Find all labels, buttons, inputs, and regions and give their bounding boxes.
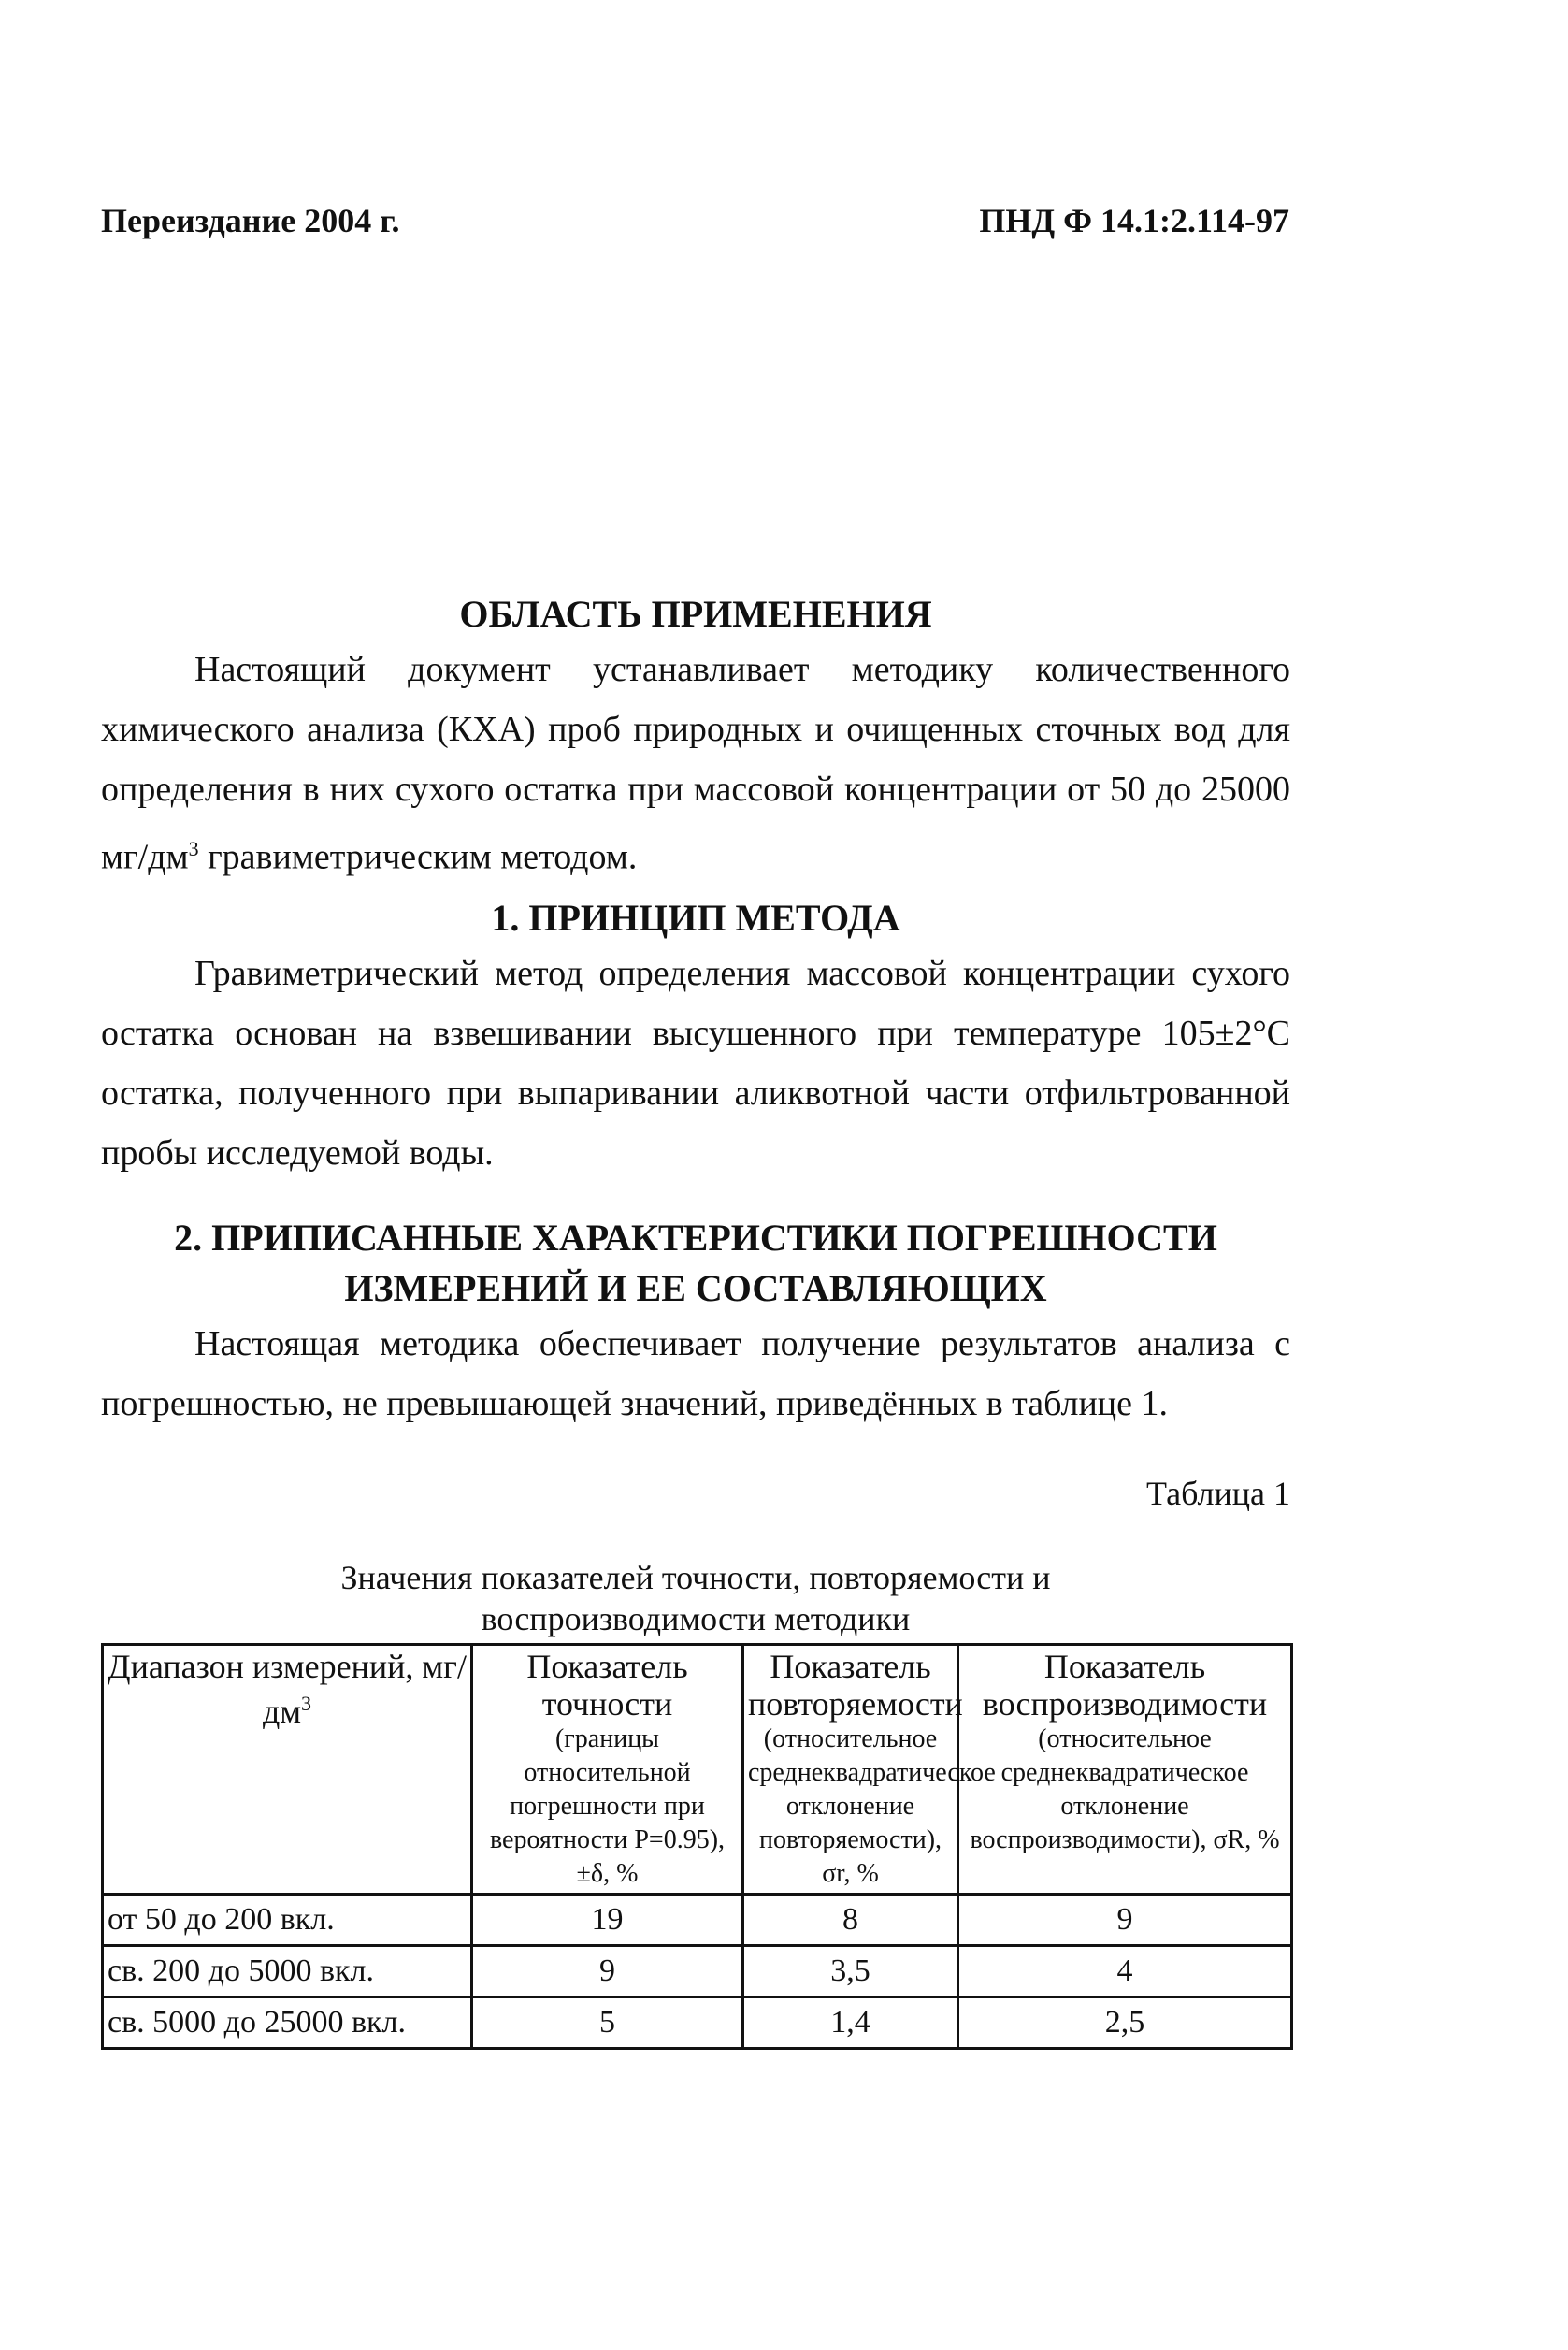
principle-paragraph: Гравиметрический метод определения массовой концентрации сухого остатка основан на взвешивании высушенного при температуре 105±2°С остатка, полученного при выпаривании аликвотной части отфильтрованной пробы исследуемой воды. [101, 953, 1290, 1173]
cell-repeatability: 8 [743, 1894, 958, 1945]
table-label: Таблица 1 [1146, 1474, 1290, 1512]
principle-title: 1. ПРИНЦИП МЕТОДА [491, 896, 900, 939]
table-caption [101, 1557, 1290, 1639]
header-reproducibility [958, 1644, 1292, 1894]
header-repeatability-note: (относительное среднеквадратическое отклонение повторяемости), σr, % [748, 1723, 996, 1888]
document-content [101, 589, 1290, 2050]
table-caption-line1: Значения показателей точности, повторяемости и [340, 1558, 1051, 1596]
header-repeatability-title: Показатель повторяемости [748, 1647, 963, 1723]
cell-range: св. 200 до 5000 вкл. [103, 1945, 472, 1997]
scope-title: ОБЛАСТЬ ПРИМЕНЕНИЯ [459, 593, 932, 635]
reissue-note: Переиздание 2004 г. [101, 202, 400, 239]
cell-reproducibility: 2,5 [958, 1997, 1292, 2048]
scope-text-end: гравиметрическим методом. [198, 837, 638, 877]
cell-range: св. 5000 до 25000 вкл. [103, 1997, 472, 2048]
cell-range: от 50 до 200 вкл. [103, 1894, 472, 1945]
header-range-title: Диапазон измерений, $мг/дм^3$ [108, 1647, 467, 1730]
table-row [103, 1997, 1292, 2048]
header-range [103, 1644, 472, 1894]
document-code: ПНД Ф 14.1:2.114-97 [979, 202, 1289, 239]
header-reproducibility-note: (относительное среднеквадратическое отклонение воспроизводимости), σR, % [970, 1723, 1280, 1854]
cell-repeatability: 3,5 [743, 1945, 958, 1997]
table-caption-line2: воспроизводимости методики [481, 1599, 911, 1637]
scope-paragraph [101, 640, 1290, 887]
errors-paragraph: Настоящая методика обеспечивает получение результатов анализа с погрешностью, не превышающей значений, приведённых в таблице 1. [101, 1323, 1290, 1423]
header-accuracy [472, 1644, 743, 1894]
table-row [103, 1894, 1292, 1945]
scope-section [101, 589, 1290, 887]
errors-title-line2: ИЗМЕРЕНИЙ И ЕЕ СОСТАВЛЯЮЩИХ [344, 1266, 1047, 1309]
errors-title-line1: 2. ПРИПИСАННЫЕ ХАРАКТЕРИСТИКИ ПОГРЕШНОСТИ [174, 1216, 1217, 1259]
header-accuracy-title: Показатель точности [526, 1647, 688, 1723]
table-header-row [103, 1644, 1292, 1894]
scope-unit-sup: 3 [188, 837, 199, 860]
header-accuracy-note: (границы относительной погрешности при вероятности Р=0.95), ±δ, % [489, 1723, 726, 1888]
errors-section [101, 1213, 1290, 1434]
cell-repeatability: 1,4 [743, 1997, 958, 2048]
cell-reproducibility: 4 [958, 1945, 1292, 1997]
cell-accuracy: 9 [472, 1945, 743, 1997]
scope-text: Настоящий документ устанавливает методику количественного химического анализа (КХА) проб природных и очищенных сточных вод для определения в них сухого остатка при массовой концентрации от 50 до 25000 мг/дм [101, 650, 1290, 877]
header-repeatability [743, 1644, 996, 1894]
cell-accuracy: 19 [472, 1894, 743, 1945]
principle-section [101, 893, 1290, 1183]
cell-reproducibility: 9 [958, 1894, 1292, 1945]
header-reproducibility-title: Показатель воспроизводимости [982, 1647, 1268, 1723]
table-row [103, 1945, 1292, 1997]
cell-accuracy: 5 [472, 1997, 743, 2048]
accuracy-table [101, 1643, 1293, 2050]
errors-title [101, 1213, 1290, 1314]
